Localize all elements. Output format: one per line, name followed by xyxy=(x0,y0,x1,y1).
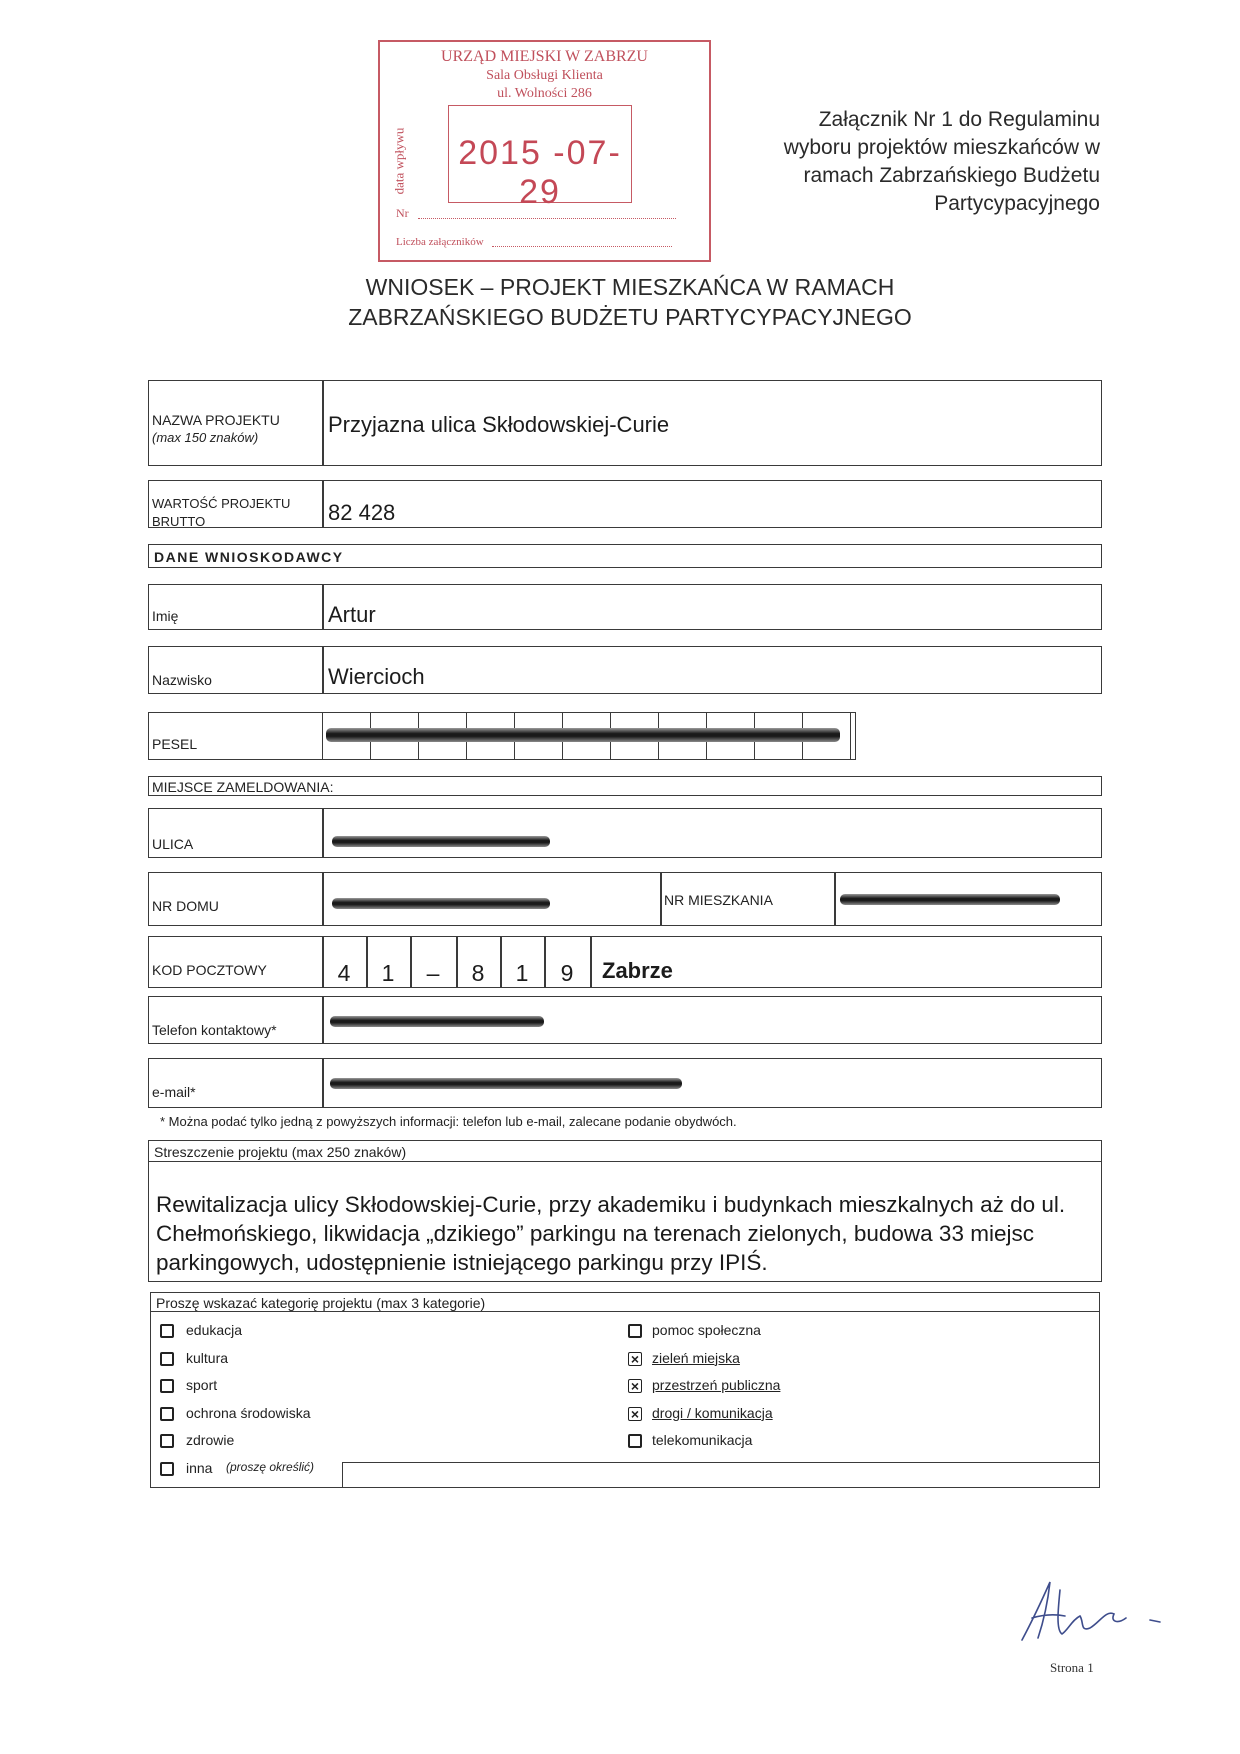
category-label: sport xyxy=(186,1377,218,1393)
phone-redaction xyxy=(330,1016,544,1027)
project-value-label-2: BRUTTO xyxy=(152,514,206,529)
category-checkbox[interactable] xyxy=(628,1324,642,1338)
postal-digit[interactable]: 9 xyxy=(560,960,574,986)
category-label: drogi / komunikacja xyxy=(652,1404,773,1421)
pesel-label: PESEL xyxy=(152,736,198,752)
street-row xyxy=(148,808,1102,858)
phone-row xyxy=(148,996,1102,1044)
project-name-hint: (max 150 znaków) xyxy=(152,430,259,445)
flat-number-label: NR MIESZKANIA xyxy=(664,892,773,908)
city-value[interactable]: Zabrze xyxy=(602,958,673,983)
email-label: e-mail* xyxy=(152,1084,196,1100)
stamp-office: URZĄD MIEJSKI W ZABRZU xyxy=(441,48,648,65)
stamp-nr-label: Nr xyxy=(396,206,409,220)
email-redaction xyxy=(330,1078,682,1089)
category-checkbox[interactable] xyxy=(160,1462,174,1476)
stamp-nr-line xyxy=(418,218,676,219)
category-label: inna xyxy=(186,1459,213,1476)
project-value-row xyxy=(148,480,1102,528)
category-box xyxy=(150,1292,1100,1488)
stamp-room: Sala Obsługi Klienta xyxy=(486,68,603,83)
category-label: ochrona środowiska xyxy=(186,1404,311,1421)
category-checkbox[interactable] xyxy=(160,1379,174,1393)
category-label: zdrowie xyxy=(186,1432,235,1448)
postal-dash: – xyxy=(426,960,440,986)
postal-digit[interactable]: 1 xyxy=(515,960,529,986)
street-redaction xyxy=(332,836,550,847)
category-label: przestrzeń publiczna xyxy=(652,1377,781,1393)
category-label: zieleń miejska xyxy=(652,1349,740,1366)
project-value-label: WARTOŚĆ PROJEKTU xyxy=(152,496,291,511)
applicant-section-label: DANE WNIOSKODAWCY xyxy=(154,549,344,565)
divider xyxy=(322,480,324,528)
stamp-address: ul. Wolności 286 xyxy=(497,86,592,101)
divider xyxy=(322,1058,324,1108)
house-number-redaction xyxy=(332,898,550,909)
category-label: kultura xyxy=(186,1349,229,1366)
contact-footnote: * Można podać tylko jedną z powyższych informacji: telefon lub e-mail, zalecane podanie obydwóch. xyxy=(160,1114,737,1129)
category-checkbox[interactable]: × xyxy=(628,1407,642,1421)
form-title-line-2: ZABRZAŃSKIEGO BUDŻETU PARTYCYPACYJNEGO xyxy=(348,304,912,330)
divider xyxy=(590,936,592,988)
street-label: ULICA xyxy=(152,836,194,852)
last-name-value[interactable]: Wiercioch xyxy=(328,664,425,689)
annex-line-1: Załącznik Nr 1 do Regulaminu xyxy=(818,108,1100,131)
stamp-date-box xyxy=(448,105,632,211)
divider xyxy=(322,646,324,694)
stamp-count-label: Liczba załączników xyxy=(396,236,484,248)
pesel-redaction xyxy=(326,728,840,742)
category-checkbox[interactable] xyxy=(628,1434,642,1448)
last-name-row xyxy=(148,646,1102,694)
divider xyxy=(322,872,324,926)
address-section-label: MIEJSCE ZAMELDOWANIA: xyxy=(152,779,334,795)
postal-digit[interactable]: 8 xyxy=(471,960,485,986)
form-title xyxy=(310,272,950,332)
summary-text[interactable]: Rewitalizacja ulicy Skłodowskiej-Curie, przy akademiku i budynkach mieszkalnych aż do ul. Chełmońskiego, likwidacja „dzikiego” parkingu na terenach zielonych, budowa 33 miejsc parkingowych, udostępnienie istniejącego parkingu przy IPIŚ. xyxy=(156,1192,1066,1275)
first-name-value[interactable]: Artur xyxy=(328,602,376,627)
last-name-label: Nazwisko xyxy=(152,672,212,688)
category-checkbox[interactable] xyxy=(160,1407,174,1421)
category-label: telekomunikacja xyxy=(652,1432,753,1448)
phone-label: Telefon kontaktowy* xyxy=(152,1022,277,1038)
first-name-row xyxy=(148,584,1102,630)
other-specify-field[interactable] xyxy=(342,1462,1100,1488)
summary-label: Streszczenie projektu (max 250 znaków) xyxy=(154,1144,407,1160)
category-checkbox[interactable]: × xyxy=(628,1352,642,1366)
divider xyxy=(660,872,662,926)
first-name-label: Imię xyxy=(152,608,179,624)
project-name-value[interactable]: Przyjazna ulica Skłodowskiej-Curie xyxy=(328,412,670,437)
postal-digit[interactable]: 4 xyxy=(337,960,351,986)
postal-label: KOD POCZTOWY xyxy=(152,962,267,978)
project-value-value[interactable]: 82 428 xyxy=(328,500,396,525)
category-label: edukacja xyxy=(186,1322,243,1338)
stamp-count-line xyxy=(492,246,672,247)
divider xyxy=(834,872,836,926)
stamp-side-label: data wpływu xyxy=(391,127,407,195)
annex-line-4: Partycypacyjnego xyxy=(934,192,1100,215)
divider xyxy=(322,808,324,858)
flat-number-redaction xyxy=(840,894,1060,905)
signature xyxy=(1010,1570,1180,1650)
category-checkbox[interactable] xyxy=(160,1324,174,1338)
project-name-label: NAZWA PROJEKTU xyxy=(152,412,280,428)
page-number: Strona 1 xyxy=(1050,1660,1094,1675)
registration-stamp xyxy=(378,40,711,262)
form-title-line-1: WNIOSEK – PROJEKT MIESZKAŃCA W RAMACH xyxy=(365,274,895,300)
annex-line-3: ramach Zabrzańskiego Budżetu xyxy=(803,164,1100,187)
divider xyxy=(322,380,324,466)
annex-note xyxy=(700,106,1100,218)
category-checkbox[interactable] xyxy=(160,1352,174,1366)
category-label: pomoc społeczna xyxy=(652,1322,761,1338)
other-hint: (proszę określić) xyxy=(226,1460,315,1474)
divider xyxy=(322,584,324,630)
house-number-label: NR DOMU xyxy=(152,898,219,914)
annex-line-2: wyboru projektów mieszkańców w xyxy=(783,136,1100,159)
stamp-date: 2015 -07- 29 xyxy=(458,134,622,211)
divider xyxy=(322,996,324,1044)
category-label: Proszę wskazać kategorię projektu (max 3 kategorie) xyxy=(156,1295,486,1311)
postal-digit[interactable]: 1 xyxy=(381,960,395,986)
category-checkbox[interactable] xyxy=(160,1434,174,1448)
category-checkbox[interactable]: × xyxy=(628,1379,642,1393)
